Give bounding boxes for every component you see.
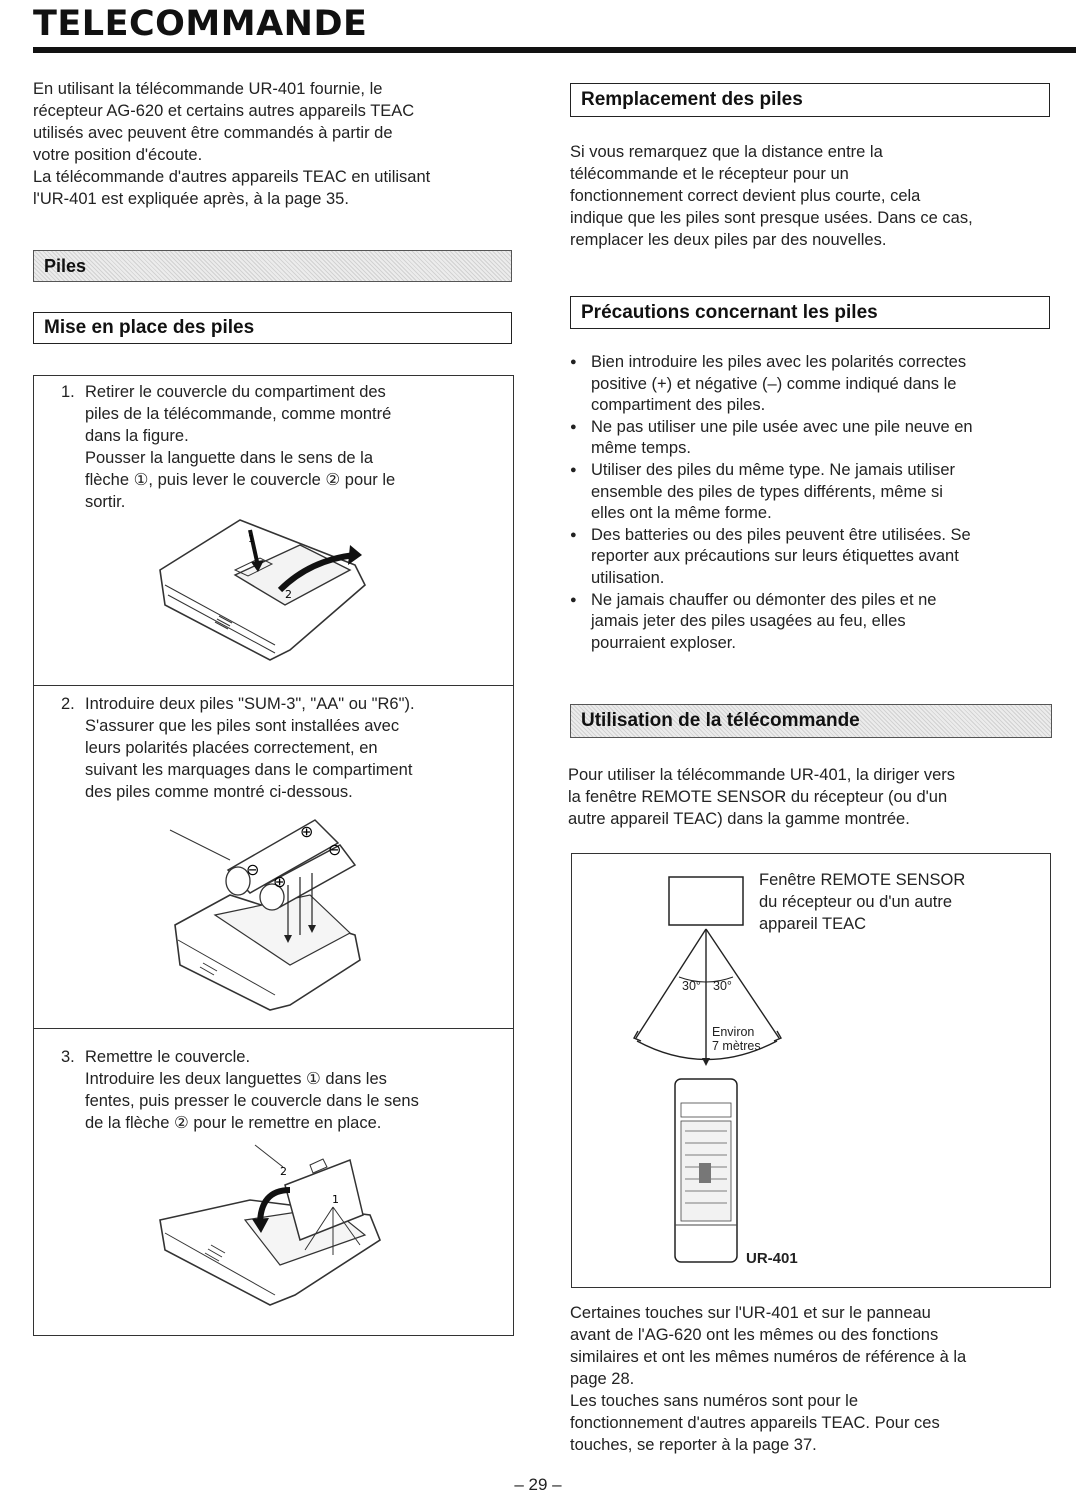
utilisation-line: autre appareil TEAC) dans la gamme montrée. — [568, 810, 910, 828]
page-title: TELECOMMANDE — [33, 4, 368, 44]
bullet-line: positive (+) et négative (–) comme indiqué dans le — [591, 374, 957, 393]
bullet-line: ● Ne pas utiliser une pile usée avec une pile neuve en — [591, 417, 973, 436]
plus-mark: ⊕ — [273, 872, 287, 891]
remplacement-line: fonctionnement correct devient plus courte, cela — [570, 187, 921, 205]
step-line: des piles comme montré ci-dessous. — [85, 783, 353, 801]
mark-1: 1 — [332, 1193, 339, 1206]
utilisation-heading-label: Utilisation de la télécommande — [581, 710, 860, 731]
keys-line: Les touches sans numéros sont pour le — [570, 1392, 859, 1410]
minus-mark: ⊖ — [246, 860, 260, 879]
bullet-line: jamais jeter des piles usagées au feu, elles — [591, 612, 906, 631]
remplacement-line: indique que les piles sont presque usées. Dans ce cas, — [570, 209, 973, 227]
mise-en-place-heading-label: Mise en place des piles — [44, 317, 255, 338]
remote-sensor-window — [669, 877, 743, 925]
remote-model-label: UR-401 — [746, 1250, 798, 1267]
distance-line: 7 mètres — [712, 1039, 761, 1053]
remplacement-heading-label: Remplacement des piles — [581, 89, 803, 110]
bullet-line: ensemble des piles de types différents, même si — [591, 482, 943, 501]
precautions-heading — [570, 296, 1050, 329]
piles-heading — [33, 250, 512, 282]
step-number: 1. — [61, 383, 75, 401]
minus-mark: ⊖ — [328, 840, 342, 859]
step-line: sortir. — [85, 493, 126, 511]
keys-line: Certaines touches sur l'UR-401 et sur le panneau — [570, 1304, 931, 1322]
step-divider — [33, 685, 514, 686]
remove-cover-illustration — [150, 510, 380, 670]
keys-line: similaires et ont les mêmes numéros de référence à la — [570, 1348, 967, 1366]
bullet-line: ● Bien introduire les piles avec les polarités correctes — [591, 353, 967, 371]
bullet-line: ● Des batteries ou des piles peuvent être utilisées. Se — [591, 525, 971, 544]
remplacement-line: Si vous remarquez que la distance entre la — [570, 143, 883, 161]
keys-line: avant de l'AG-620 ont les mêmes ou des fonctions — [570, 1326, 939, 1344]
bullet-line: ● Ne jamais chauffer ou démonter des piles et ne — [591, 590, 937, 609]
remplacement-heading — [570, 83, 1050, 117]
list-item — [568, 590, 1053, 655]
distance-label — [712, 1025, 761, 1053]
step-3 — [61, 1046, 505, 1134]
bullet-line: ● Utiliser des piles du même type. Ne jamais utiliser — [591, 460, 956, 479]
bullet-line: pourraient exploser. — [591, 633, 736, 652]
step-number: 2. — [61, 695, 75, 713]
intro-line: La télécommande d'autres appareils TEAC en utilisant — [33, 168, 431, 186]
step-divider — [33, 1028, 514, 1029]
list-item — [568, 460, 1053, 525]
insert-batteries-illustration — [170, 815, 380, 1015]
bullet-line: reporter aux précautions sur leurs étiquettes avant — [591, 547, 959, 566]
precautions-list — [568, 352, 1053, 654]
angle-right-label: 30° — [713, 979, 732, 993]
range-diagram — [571, 853, 1051, 1288]
replace-cover-illustration — [155, 1145, 385, 1310]
step-line: Introduire deux piles "SUM-3", "AA" ou "R6"). — [85, 695, 415, 713]
step-line: leurs polarités placées correctement, en — [85, 739, 378, 757]
utilisation-line: Pour utiliser la télécommande UR-401, la diriger vers — [568, 766, 955, 784]
page-number: – 29 – — [514, 1475, 562, 1494]
intro-line: récepteur AG-620 et certains autres appareils TEAC — [33, 102, 415, 120]
keys-paragraph — [570, 1302, 1055, 1456]
bullet-line: compartiment des piles. — [591, 396, 766, 415]
keys-line: touches, se reporter à la page 37. — [570, 1436, 817, 1454]
step-line: suivant les marquages dans le compartiment — [85, 761, 413, 779]
remplacement-paragraph — [570, 141, 1050, 251]
mark-2: 2 — [280, 1165, 287, 1178]
step-number: 3. — [61, 1048, 75, 1066]
title-rule — [33, 47, 1076, 53]
bullet-line: utilisation. — [591, 568, 665, 587]
intro-paragraph — [33, 78, 523, 210]
distance-line: Environ — [712, 1025, 755, 1039]
step-1 — [61, 381, 505, 513]
intro-line: En utilisant la télécommande UR-401 fournie, le — [33, 80, 383, 98]
bullet-line: même temps. — [591, 439, 691, 458]
step-line: piles de la télécommande, comme montré — [85, 405, 392, 423]
angle-left-label: 30° — [682, 979, 701, 993]
keys-line: page 28. — [570, 1370, 635, 1388]
step-line: de la flèche ② pour le remettre en place. — [85, 1114, 382, 1132]
plus-mark: ⊕ — [300, 822, 314, 841]
sensor-label-line: appareil TEAC — [759, 915, 867, 933]
step-2 — [61, 693, 505, 803]
intro-line: votre position d'écoute. — [33, 146, 203, 164]
intro-line: utilisés avec peuvent être commandés à partir de — [33, 124, 393, 142]
utilisation-heading — [570, 704, 1052, 738]
step-line: dans la figure. — [85, 427, 189, 445]
mark-2: 2 — [285, 588, 292, 601]
step-line: Remettre le couvercle. — [85, 1048, 251, 1066]
bullet-line: elles ont la même forme. — [591, 504, 772, 523]
mark-1: 1 — [248, 534, 255, 545]
utilisation-paragraph — [568, 764, 1053, 830]
mise-en-place-heading — [33, 312, 512, 344]
list-item — [568, 417, 1053, 460]
step-line: Pousser la languette dans le sens de la — [85, 449, 374, 467]
piles-heading-label: Piles — [44, 255, 87, 276]
remplacement-line: télécommande et le récepteur pour un — [570, 165, 849, 183]
step-line: flèche ①, puis lever le couvercle ② pour le — [85, 471, 396, 489]
step-line: fentes, puis presser le couvercle dans le sens — [85, 1092, 419, 1110]
precautions-heading-label: Précautions concernant les piles — [581, 301, 878, 323]
utilisation-line: la fenêtre REMOTE SENSOR du récepteur (ou d'un — [568, 788, 948, 806]
list-item — [568, 352, 1053, 417]
step-line: Retirer le couvercle du compartiment des — [85, 383, 386, 401]
step-line: S'assurer que les piles sont installées avec — [85, 717, 400, 735]
sensor-label-line: du récepteur ou d'un autre — [759, 893, 953, 911]
sensor-label-line: Fenêtre REMOTE SENSOR — [759, 871, 966, 889]
keys-line: fonctionnement d'autres appareils TEAC. Pour ces — [570, 1414, 940, 1432]
remplacement-line: remplacer les deux piles par des nouvelles. — [570, 231, 887, 249]
intro-line: l'UR-401 est expliquée après, à la page 35. — [33, 190, 349, 208]
list-item — [568, 525, 1053, 590]
step-line: Introduire les deux languettes ① dans les — [85, 1070, 387, 1088]
